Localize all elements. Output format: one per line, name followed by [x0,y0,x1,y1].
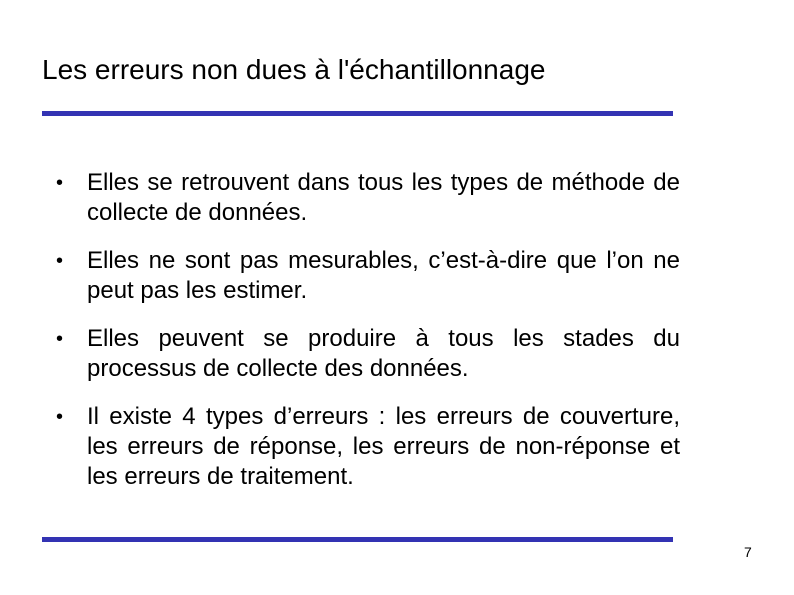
bullet-text: Il existe 4 types d’erreurs : les erreurs de couverture, les erreurs de réponse, les erreurs de non-réponse et les erreurs de traitement. [87,403,680,490]
bullet-dot-icon: • [56,172,64,194]
page-number: 7 [744,544,752,560]
bullet-text: Elles ne sont pas mesurables, c’est-à-dire que l’on ne peut pas les estimer. [87,247,680,304]
bullet-item [56,402,680,492]
bullet-text: Elles peuvent se produire à tous les stades du processus de collecte des données. [87,325,680,382]
bullet-item [56,324,680,384]
bullet-list [56,168,680,510]
bullet-dot-icon: • [56,328,64,350]
bullet-dot-icon: • [56,406,64,428]
title-divider [42,111,673,116]
bullet-text: Elles se retrouvent dans tous les types de méthode de collecte de données. [87,169,680,226]
slide-title: Les erreurs non dues à l'échantillonnage [42,54,546,85]
bullet-item [56,168,680,228]
bullet-dot-icon: • [56,250,64,272]
bullet-item [56,246,680,306]
footer-divider [42,537,673,542]
